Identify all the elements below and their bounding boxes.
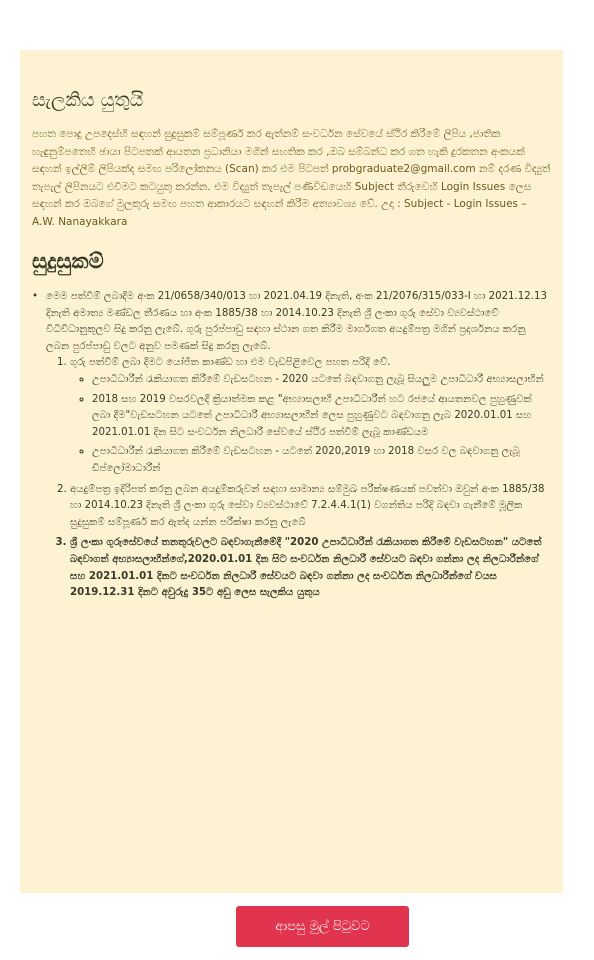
category-item: ◦ උපාධිධාරීන් රැකියාගත කිරීමේ වැඩසටහන - යටතේ 2020,2019 හා 2018 වසර වල බඳවාගනු ලැබූ ඩිප්ලෝමාධාරීන් [92, 444, 551, 477]
attention-heading: සැලකිය යුතුයි [32, 89, 144, 111]
requirement-item-2: 2. අයදුම්පත්‍ර ඉදිරිපත් කරනු ලබන අයදුම්කරුවන් සඳහා සාමාන්‍ය සම්මුඛ පරීක්ෂණයක් පවත්වා ඔවුන් අංක 1885/38 හා 2014.10.23 දිනැති ශ්‍රී ලංකා ගුරු සේවා ව්‍යවස්ථාවේ 7.2.4.4.1(1) වගන්තිය පරිදි බඳවා ගැනීමේ මූලික සුදුසුකම් සම්පූර්ණ කර ඇත්ද යන්න පරීක්ෂා කරනු ලැබේ [70, 482, 551, 532]
bullet-dot-icon: • [32, 291, 39, 302]
notice-card [20, 50, 563, 893]
category-item: ◦ 2018 සහ 2019 වසරවලදී ක්‍රියාත්මක කළ "අභ්‍යාසලාභී උපාධිධාරීන් හට රජයේ ආයතනවල පුහුණුවක් ලබා දීම"වැඩසටහන යටතේ උපාධිධාරී අභ්‍යාසලාභීන් ලෙස පුහුණුවට බඳවාගනු ලැබ 2020.01.01 සහ 2021.01.01 දින සිට සංවර්ධන නිලධාරී සේවයේ ස්ථිර පත්වීම් ලැබූ කාණ්ඩයම [92, 392, 551, 442]
category-item: ◦ උපාධිධාරීන් රැකියාගත කිරීමේ වැඩසටහන - 2020 යටතේ බඳවාගනු ලැබූ සියලුම උපාධිධාරී අභ්‍යාසලාභීන් [92, 372, 551, 389]
qualifications-list [32, 289, 551, 602]
requirement-item-3: 3. ශ්‍රී ලංකා ගුරුසේවයේ තනතුරුවලට බඳවාගැනීමේදී "2020 උපාධිධාරීන් රැකියාගත කිරීමේ වැඩසටහන" යටතේ බඳවාගත් අභ්‍යාසලාභීන්ගේ,2020.01.01 දින සිට සංවර්ධන නිලධාරී සේවයට බඳවා ගන්නා ලද නිලධාරීන්ගේ සහ 2021.01.01 දිනට සංවර්ධන නිලධාරී සේවයට බඳවා ගන්නා ලද සංවර්ධන නිලධාරීන්ගේ වයස 2019.12.31 දිනට අවුරුදු 35ට අඩු ලෙස සැලකිය යුතුය [70, 535, 551, 601]
attention-instructions: පහත පොදු උපදෙස්හි සඳහන් සුදුසුකම් සම්පූර්ණ කර ඇත්නම් සංවර්ධන සේවයේ ස්ථිර කිරීමේ ලිපිය ,ජාතික හැඳුනුම්පතෙහි ඡායා පිටපතක් ආයතන ප්‍රධානියා මගින් සහතික කර ,ඔබ සම්බන්ධ කර ගත හැකි දුරකතන අංකයක් සඳහන් ඉල්ලීම් ලිපියක්ද සමඟ පරිලෝකනය (Scan) කර එම පිටපත් probgraduate2@gmail.com නම් දරණ විද්‍යුත් තැපැල් ලිපිනයට එවීමට කටයුතු කරන්න. එම විද්‍යුත් තැපැල් පණිවිඩයෙහි Subject තීරුවෙහි Login Issues ලෙස සඳහන් කර ඔබගේ මුලකුරු සමඟ පහත ආකාරයට සඳහන් කිරීම අත්‍යාවශ්‍ය වේ. උදා : Subject - Login Issues – A.W. Nanayakkara [32, 128, 551, 228]
intro-bullet-text: මෙම පත්වීම් ලබාදීම අංක 21/0658/340/013 හා 2021.04.19 දිනැති, අංක 21/2076/315/033-I හා 2021.12.13 දිනැති අමාත්‍ය මණ්ඩල තීරණය හා අංක 1885/38 හා 2014.10.23 දිනැති ශ්‍රී ලංකා ගුරු සේවා ව්‍යවස්ථාවේ විධිවිධානුකූලව සිදු කරනු ලැබේ. ගුරු පුරප්පාඩු සඳහා ස්ථාන ගත කිරීම මාර්ගගත අයදුම්පත්‍ර මගින් ප්‍රදර්ශනය කරනු ලබන පුරප්පාඩු වලට අනුව පමණක් සිදු කරනු ලැබේ. [46, 291, 547, 352]
category-list [70, 372, 551, 478]
requirement-item-1 [70, 355, 551, 477]
numbered-requirements [32, 355, 551, 601]
requirement-1-text: ගුරු පත්වීම් ලබා දීමට යෝජිත කාණ්ඩ හා එම වැඩපිළිවෙල පහත පරිදි වේ. [70, 357, 391, 369]
back-to-home-button[interactable]: ආපසු මුල් පිටුවට [236, 906, 409, 947]
intro-bullet-item [32, 289, 551, 355]
qualifications-heading: සුදුසුකම් [32, 249, 104, 273]
